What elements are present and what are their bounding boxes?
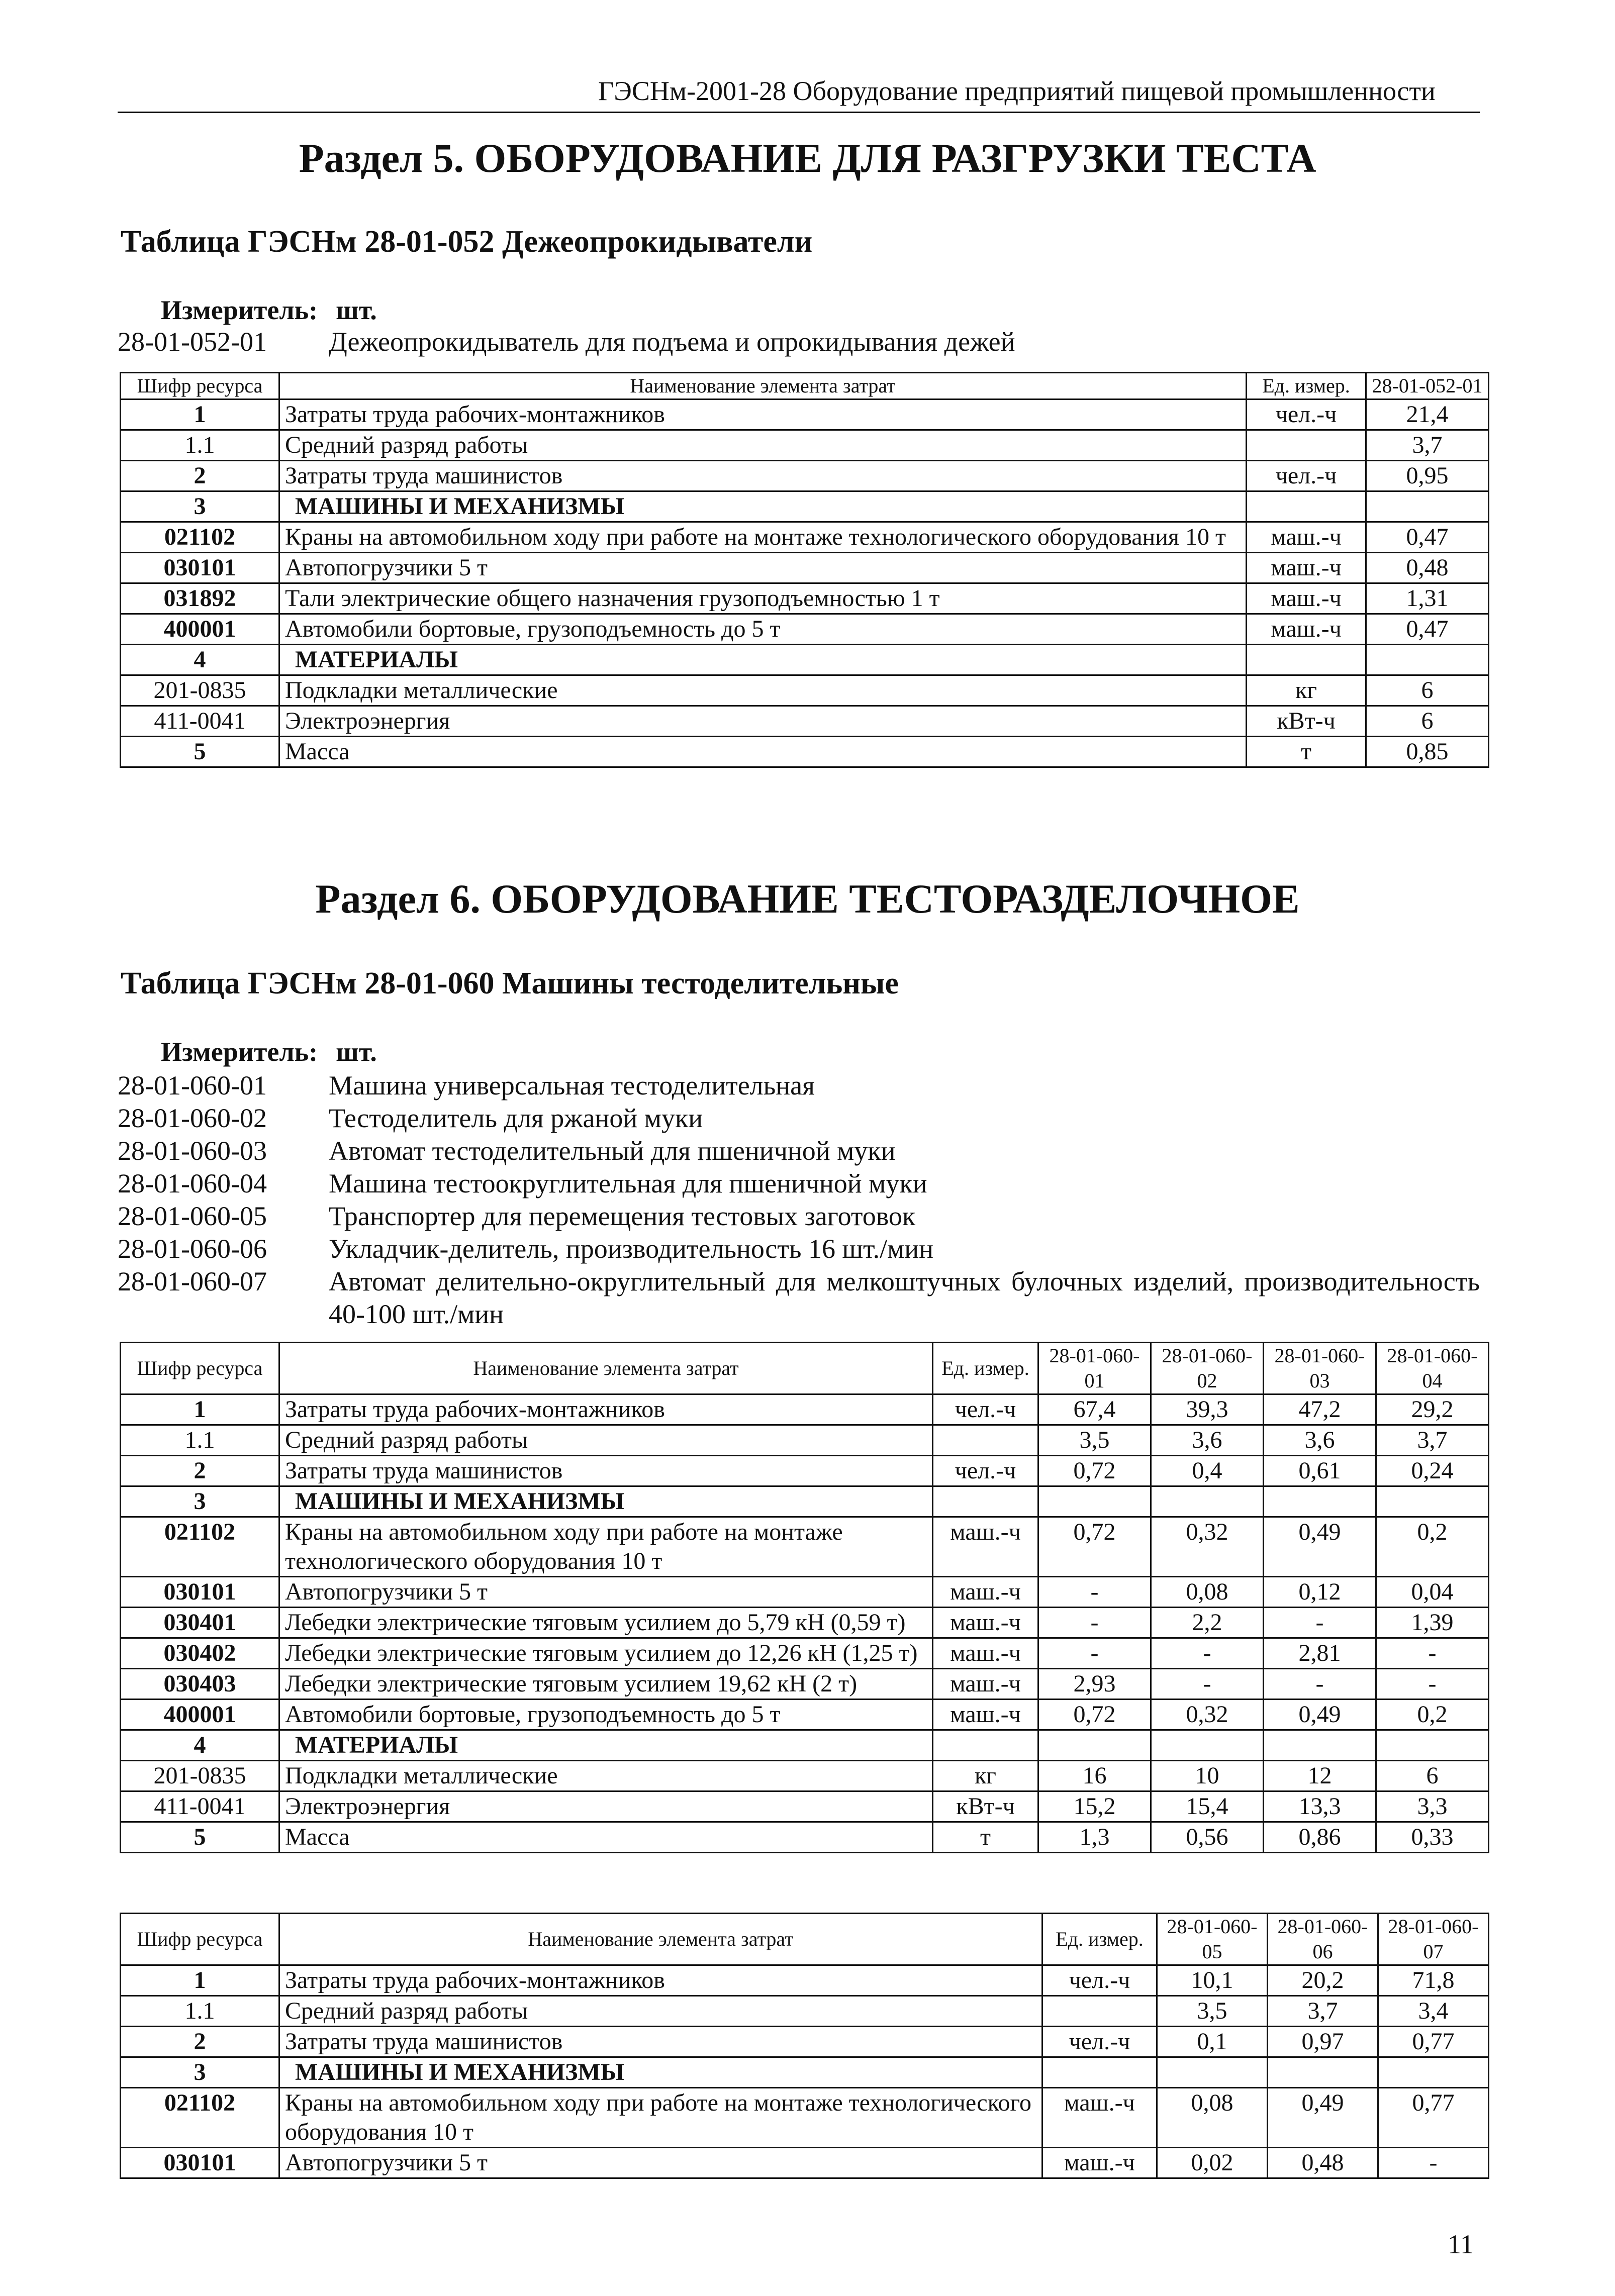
cell-code: 5 bbox=[121, 737, 279, 767]
meter-unit: шт. bbox=[336, 1037, 377, 1067]
cell-value: 0,95 bbox=[1366, 461, 1489, 491]
table-row bbox=[121, 675, 1489, 706]
header-row bbox=[121, 1343, 1489, 1394]
cell-unit: маш.-ч bbox=[933, 1577, 1038, 1608]
table-row bbox=[121, 737, 1489, 767]
cell-value bbox=[1376, 1486, 1489, 1517]
code-item bbox=[118, 326, 1480, 358]
cell-value: 0,77 bbox=[1378, 2088, 1489, 2148]
cell-code: 400001 bbox=[121, 614, 279, 645]
cell-value: 0,61 bbox=[1264, 1456, 1376, 1486]
code-item bbox=[118, 1069, 1480, 1102]
cell-name: Затраты труда машинистов bbox=[279, 2027, 1042, 2057]
table-row bbox=[121, 1608, 1489, 1638]
cell-name: Средний разряд работы bbox=[279, 430, 1247, 461]
cell-value: 0,97 bbox=[1268, 2027, 1378, 2057]
cell-name: МАШИНЫ И МЕХАНИЗМЫ bbox=[279, 491, 1247, 522]
cell-value: 20,2 bbox=[1268, 1965, 1378, 1996]
header-code: Шифр ресурса bbox=[121, 1343, 279, 1394]
cell-code: 5 bbox=[121, 1822, 279, 1853]
cell-name: Затраты труда машинистов bbox=[279, 1456, 933, 1486]
table-row bbox=[121, 1996, 1489, 2027]
cell-unit bbox=[933, 1486, 1038, 1517]
cell-code: 030101 bbox=[121, 553, 279, 583]
code-description: Транспортер для перемещения тестовых заготовок bbox=[329, 1201, 916, 1231]
cell-value: 0,08 bbox=[1151, 1577, 1264, 1608]
cell-value: - bbox=[1151, 1669, 1264, 1700]
cell-code: 1.1 bbox=[121, 1996, 279, 2027]
cell-name: Лебедки электрические тяговым усилием до 5,79 кН (0,59 т) bbox=[279, 1608, 933, 1638]
cell-code: 3 bbox=[121, 1486, 279, 1517]
cell-value: 2,93 bbox=[1038, 1669, 1151, 1700]
cell-value: 3,7 bbox=[1366, 430, 1489, 461]
table-row bbox=[121, 2148, 1489, 2178]
header-unit: Ед. измер. bbox=[933, 1343, 1038, 1394]
header-code-column: 28-01-052-01 bbox=[1366, 373, 1489, 400]
cell-unit: маш.-ч bbox=[1247, 614, 1366, 645]
cell-code: 030402 bbox=[121, 1638, 279, 1669]
header-row bbox=[121, 1914, 1489, 1965]
table-row bbox=[121, 1700, 1489, 1730]
table-row bbox=[121, 1577, 1489, 1608]
table-row bbox=[121, 1425, 1489, 1456]
cell-unit bbox=[933, 1425, 1038, 1456]
cell-unit: маш.-ч bbox=[933, 1669, 1038, 1700]
cell-name: Затраты труда машинистов bbox=[279, 461, 1247, 491]
header-code-column: 28-01-060-01 bbox=[1038, 1343, 1151, 1394]
cell-value bbox=[1378, 2057, 1489, 2088]
table-row bbox=[121, 491, 1489, 522]
cell-value: 0,72 bbox=[1038, 1517, 1151, 1577]
code-description: Укладчик-делитель, производительность 16 шт./мин bbox=[329, 1234, 934, 1264]
cell-code: 030401 bbox=[121, 1608, 279, 1638]
running-header: ГЭСНм-2001-28 Оборудование предприятий пищевой промышленности bbox=[598, 76, 1436, 106]
cell-value: 3,5 bbox=[1038, 1425, 1151, 1456]
cell-code: 3 bbox=[121, 2057, 279, 2088]
cell-name: Автопогрузчики 5 т bbox=[279, 1577, 933, 1608]
cell-name: Электроэнергия bbox=[279, 1791, 933, 1822]
meter-label: Измеритель: bbox=[161, 1037, 318, 1067]
cell-value: 0,2 bbox=[1376, 1517, 1489, 1577]
cell-value: 6 bbox=[1366, 675, 1489, 706]
code-number: 28-01-060-06 bbox=[118, 1234, 267, 1264]
cell-unit bbox=[1042, 2057, 1157, 2088]
cell-value: 39,3 bbox=[1151, 1394, 1264, 1425]
cell-unit: т bbox=[933, 1822, 1038, 1853]
table-060-part-1 bbox=[120, 1342, 1489, 1853]
cell-unit: маш.-ч bbox=[933, 1700, 1038, 1730]
cell-value: 12 bbox=[1264, 1761, 1376, 1791]
section-6-title: Раздел 6. ОБОРУДОВАНИЕ ТЕСТОРАЗДЕЛОЧНОЕ bbox=[315, 876, 1300, 922]
cell-value: 29,2 bbox=[1376, 1394, 1489, 1425]
cell-value: 0,02 bbox=[1157, 2148, 1268, 2178]
header-unit: Ед. измер. bbox=[1247, 373, 1366, 400]
cell-value bbox=[1038, 1486, 1151, 1517]
cell-value bbox=[1264, 1486, 1376, 1517]
cell-value: 3,6 bbox=[1264, 1425, 1376, 1456]
header-code-column: 28-01-060-06 bbox=[1268, 1914, 1378, 1965]
table-060-part-2 bbox=[120, 1913, 1489, 2179]
cell-name: Средний разряд работы bbox=[279, 1996, 1042, 2027]
cell-code: 021102 bbox=[121, 1517, 279, 1577]
cell-code: 031892 bbox=[121, 583, 279, 614]
header-code: Шифр ресурса bbox=[121, 1914, 279, 1965]
cell-unit: кВт-ч bbox=[933, 1791, 1038, 1822]
meter-label: Измеритель: bbox=[161, 295, 318, 325]
cell-unit bbox=[1247, 491, 1366, 522]
code-number: 28-01-060-01 bbox=[118, 1070, 267, 1101]
cell-value: - bbox=[1038, 1608, 1151, 1638]
cell-value: 3,7 bbox=[1268, 1996, 1378, 2027]
cell-name: Масса bbox=[279, 1822, 933, 1853]
cell-value: 0,08 bbox=[1157, 2088, 1268, 2148]
table-row bbox=[121, 1965, 1489, 1996]
code-number: 28-01-052-01 bbox=[118, 327, 267, 357]
cell-value bbox=[1366, 491, 1489, 522]
cell-value: 2,81 bbox=[1264, 1638, 1376, 1669]
code-list-052 bbox=[118, 326, 1480, 358]
table-row bbox=[121, 1486, 1489, 1517]
table-row bbox=[121, 2027, 1489, 2057]
cell-unit: чел.-ч bbox=[933, 1456, 1038, 1486]
table-row bbox=[121, 583, 1489, 614]
cell-name: Затраты труда рабочих-монтажников bbox=[279, 1394, 933, 1425]
cell-value: 0,85 bbox=[1366, 737, 1489, 767]
cell-code: 1 bbox=[121, 400, 279, 430]
cell-code: 030101 bbox=[121, 2148, 279, 2178]
cell-value: 0,04 bbox=[1376, 1577, 1489, 1608]
cell-value: - bbox=[1264, 1608, 1376, 1638]
cell-unit: маш.-ч bbox=[1247, 522, 1366, 553]
header-name: Наименование элемента затрат bbox=[279, 373, 1247, 400]
code-item bbox=[118, 1233, 1480, 1265]
cell-value: 0,24 bbox=[1376, 1456, 1489, 1486]
cell-name: Краны на автомобильном ходу при работе на монтаже технологического оборудования 10 т bbox=[279, 2088, 1042, 2148]
cell-value: 47,2 bbox=[1264, 1394, 1376, 1425]
cell-unit: т bbox=[1247, 737, 1366, 767]
cell-unit: маш.-ч bbox=[1042, 2088, 1157, 2148]
cell-value: 15,2 bbox=[1038, 1791, 1151, 1822]
code-number: 28-01-060-05 bbox=[118, 1201, 267, 1231]
code-description: Автомат тестоделительный для пшеничной муки bbox=[329, 1136, 896, 1166]
cell-value: 0,49 bbox=[1268, 2088, 1378, 2148]
section-5-title: Раздел 5. ОБОРУДОВАНИЕ ДЛЯ РАЗГРУЗКИ ТЕСТА bbox=[299, 135, 1316, 181]
cell-name: МАШИНЫ И МЕХАНИЗМЫ bbox=[279, 2057, 1042, 2088]
code-item bbox=[118, 1200, 1480, 1233]
code-item bbox=[118, 1135, 1480, 1167]
cell-unit: чел.-ч bbox=[1247, 461, 1366, 491]
cell-code: 1 bbox=[121, 1965, 279, 1996]
code-description: Машина тестоокруглительная для пшеничной муки bbox=[329, 1168, 927, 1199]
meter-052 bbox=[161, 294, 377, 326]
cell-code: 411-0041 bbox=[121, 1791, 279, 1822]
table-052-title: Таблица ГЭСНм 28-01-052 Дежеопрокидыватели bbox=[121, 225, 813, 259]
cell-value: 6 bbox=[1366, 706, 1489, 737]
cell-value: 0,32 bbox=[1151, 1700, 1264, 1730]
cell-unit: маш.-ч bbox=[933, 1608, 1038, 1638]
table-row bbox=[121, 553, 1489, 583]
table-row bbox=[121, 1730, 1489, 1761]
table-row bbox=[121, 1517, 1489, 1577]
cell-code: 4 bbox=[121, 645, 279, 675]
cell-value: 0,32 bbox=[1151, 1517, 1264, 1577]
cell-unit: чел.-ч bbox=[1247, 400, 1366, 430]
cell-value: - bbox=[1264, 1669, 1376, 1700]
header-code-column: 28-01-060-03 bbox=[1264, 1343, 1376, 1394]
cell-unit: кг bbox=[1247, 675, 1366, 706]
table-row bbox=[121, 2088, 1489, 2148]
header-row bbox=[121, 373, 1489, 400]
cell-value: 3,6 bbox=[1151, 1425, 1264, 1456]
table-row bbox=[121, 645, 1489, 675]
table-row bbox=[121, 1456, 1489, 1486]
table-row bbox=[121, 614, 1489, 645]
cell-unit: маш.-ч bbox=[1042, 2148, 1157, 2178]
code-item bbox=[118, 1265, 1480, 1331]
cell-name: Масса bbox=[279, 737, 1247, 767]
cell-unit: чел.-ч bbox=[1042, 1965, 1157, 1996]
cell-name: Автомобили бортовые, грузоподъемность до 5 т bbox=[279, 614, 1247, 645]
cell-code: 2 bbox=[121, 1456, 279, 1486]
cell-value: 10 bbox=[1151, 1761, 1264, 1791]
cell-value: 16 bbox=[1038, 1761, 1151, 1791]
cell-value: 3,4 bbox=[1378, 1996, 1489, 2027]
cell-value: 13,3 bbox=[1264, 1791, 1376, 1822]
cell-name: Автомобили бортовые, грузоподъемность до 5 т bbox=[279, 1700, 933, 1730]
code-number: 28-01-060-04 bbox=[118, 1168, 267, 1199]
cell-name: Краны на автомобильном ходу при работе на монтаже технологического оборудования 10 т bbox=[279, 1517, 933, 1577]
cell-value: 0,48 bbox=[1366, 553, 1489, 583]
meter-unit: шт. bbox=[336, 295, 377, 325]
code-list-060 bbox=[118, 1069, 1480, 1331]
cell-name: Затраты труда рабочих-монтажников bbox=[279, 1965, 1042, 1996]
cell-code: 400001 bbox=[121, 1700, 279, 1730]
table-052 bbox=[120, 372, 1489, 768]
table-060-title: Таблица ГЭСНм 28-01-060 Машины тестоделительные bbox=[121, 966, 899, 1001]
cell-code: 021102 bbox=[121, 2088, 279, 2148]
cell-value: - bbox=[1038, 1638, 1151, 1669]
cell-code: 2 bbox=[121, 461, 279, 491]
cell-unit: маш.-ч bbox=[933, 1638, 1038, 1669]
table-row bbox=[121, 706, 1489, 737]
header-code-column: 28-01-060-07 bbox=[1378, 1914, 1489, 1965]
table-row bbox=[121, 1822, 1489, 1853]
cell-code: 021102 bbox=[121, 522, 279, 553]
cell-unit: чел.-ч bbox=[1042, 2027, 1157, 2057]
cell-unit bbox=[1042, 1996, 1157, 2027]
cell-value: 0,48 bbox=[1268, 2148, 1378, 2178]
cell-value: 0,12 bbox=[1264, 1577, 1376, 1608]
cell-name: Автопогрузчики 5 т bbox=[279, 553, 1247, 583]
cell-value: 0,77 bbox=[1378, 2027, 1489, 2057]
cell-value: 0,2 bbox=[1376, 1700, 1489, 1730]
cell-value: 1,39 bbox=[1376, 1608, 1489, 1638]
cell-value: 0,56 bbox=[1151, 1822, 1264, 1853]
cell-name: МАШИНЫ И МЕХАНИЗМЫ bbox=[279, 1486, 933, 1517]
cell-unit: маш.-ч bbox=[1247, 583, 1366, 614]
code-item bbox=[118, 1102, 1480, 1135]
table-row bbox=[121, 461, 1489, 491]
cell-name: МАТЕРИАЛЫ bbox=[279, 1730, 933, 1761]
cell-name: Лебедки электрические тяговым усилием до 12,26 кН (1,25 т) bbox=[279, 1638, 933, 1669]
code-description: Дежеопрокидыватель для подъема и опрокидывания дежей bbox=[329, 327, 1015, 357]
cell-value: 3,7 bbox=[1376, 1425, 1489, 1456]
cell-value: 0,47 bbox=[1366, 614, 1489, 645]
cell-unit bbox=[1247, 430, 1366, 461]
cell-name: Затраты труда рабочих-монтажников bbox=[279, 400, 1247, 430]
cell-value: - bbox=[1038, 1577, 1151, 1608]
header-name: Наименование элемента затрат bbox=[279, 1914, 1042, 1965]
cell-value bbox=[1151, 1730, 1264, 1761]
code-item bbox=[118, 1167, 1480, 1200]
code-description: Машина универсальная тестоделительная bbox=[329, 1070, 815, 1101]
header-code-column: 28-01-060-05 bbox=[1157, 1914, 1268, 1965]
cell-name: Тали электрические общего назначения грузоподъемностью 1 т bbox=[279, 583, 1247, 614]
cell-value: 3,5 bbox=[1157, 1996, 1268, 2027]
cell-unit: кВт-ч bbox=[1247, 706, 1366, 737]
table-row bbox=[121, 1791, 1489, 1822]
cell-value bbox=[1366, 645, 1489, 675]
header-code-column: 28-01-060-04 bbox=[1376, 1343, 1489, 1394]
code-number: 28-01-060-03 bbox=[118, 1136, 267, 1166]
table-row bbox=[121, 430, 1489, 461]
cell-value: 67,4 bbox=[1038, 1394, 1151, 1425]
code-number: 28-01-060-02 bbox=[118, 1103, 267, 1133]
cell-unit: чел.-ч bbox=[933, 1394, 1038, 1425]
cell-value: 6 bbox=[1376, 1761, 1489, 1791]
cell-unit: кг bbox=[933, 1761, 1038, 1791]
table-row bbox=[121, 2057, 1489, 2088]
cell-value: 10,1 bbox=[1157, 1965, 1268, 1996]
cell-name: Подкладки металлические bbox=[279, 1761, 933, 1791]
cell-value: 0,49 bbox=[1264, 1517, 1376, 1577]
cell-value bbox=[1264, 1730, 1376, 1761]
cell-value: 0,1 bbox=[1157, 2027, 1268, 2057]
header-unit: Ед. измер. bbox=[1042, 1914, 1157, 1965]
table-row bbox=[121, 1669, 1489, 1700]
cell-value: 15,4 bbox=[1151, 1791, 1264, 1822]
cell-code: 1 bbox=[121, 1394, 279, 1425]
table-row bbox=[121, 522, 1489, 553]
cell-name: Автопогрузчики 5 т bbox=[279, 2148, 1042, 2178]
cell-value: 2,2 bbox=[1151, 1608, 1264, 1638]
cell-code: 4 bbox=[121, 1730, 279, 1761]
cell-value: 21,4 bbox=[1366, 400, 1489, 430]
cell-value: - bbox=[1151, 1638, 1264, 1669]
code-description: Автомат делительно-округлительный для мелкоштучных булочных изделий, производительность 40-100 шт./мин bbox=[329, 1266, 1480, 1329]
cell-unit: маш.-ч bbox=[1247, 553, 1366, 583]
cell-name: Средний разряд работы bbox=[279, 1425, 933, 1456]
cell-value: 1,3 bbox=[1038, 1822, 1151, 1853]
code-description: Тестоделитель для ржаной муки bbox=[329, 1103, 703, 1133]
cell-name: Электроэнергия bbox=[279, 706, 1247, 737]
cell-value: 0,49 bbox=[1264, 1700, 1376, 1730]
cell-value: 0,33 bbox=[1376, 1822, 1489, 1853]
header-code-column: 28-01-060-02 bbox=[1151, 1343, 1264, 1394]
table-row bbox=[121, 400, 1489, 430]
cell-code: 201-0835 bbox=[121, 1761, 279, 1791]
cell-value bbox=[1151, 1486, 1264, 1517]
header-name: Наименование элемента затрат bbox=[279, 1343, 933, 1394]
cell-name: МАТЕРИАЛЫ bbox=[279, 645, 1247, 675]
cell-code: 030101 bbox=[121, 1577, 279, 1608]
cell-code: 2 bbox=[121, 2027, 279, 2057]
cell-value: 0,4 bbox=[1151, 1456, 1264, 1486]
cell-value: 0,47 bbox=[1366, 522, 1489, 553]
cell-name: Подкладки металлические bbox=[279, 675, 1247, 706]
cell-code: 1.1 bbox=[121, 430, 279, 461]
cell-value: - bbox=[1378, 2148, 1489, 2178]
page-number: 11 bbox=[1448, 2229, 1474, 2259]
cell-unit: маш.-ч bbox=[933, 1517, 1038, 1577]
cell-value: 0,72 bbox=[1038, 1700, 1151, 1730]
cell-code: 030403 bbox=[121, 1669, 279, 1700]
cell-value: - bbox=[1376, 1638, 1489, 1669]
cell-value bbox=[1157, 2057, 1268, 2088]
meter-060 bbox=[161, 1036, 377, 1067]
cell-value: 1,31 bbox=[1366, 583, 1489, 614]
cell-value bbox=[1038, 1730, 1151, 1761]
table-row bbox=[121, 1394, 1489, 1425]
cell-code: 411-0041 bbox=[121, 706, 279, 737]
cell-value: 3,3 bbox=[1376, 1791, 1489, 1822]
cell-value: - bbox=[1376, 1669, 1489, 1700]
cell-code: 1.1 bbox=[121, 1425, 279, 1456]
cell-unit bbox=[1247, 645, 1366, 675]
header-code: Шифр ресурса bbox=[121, 373, 279, 400]
cell-code: 3 bbox=[121, 491, 279, 522]
cell-name: Лебедки электрические тяговым усилием 19,62 кН (2 т) bbox=[279, 1669, 933, 1700]
table-row bbox=[121, 1638, 1489, 1669]
table-row bbox=[121, 1761, 1489, 1791]
code-number: 28-01-060-07 bbox=[118, 1266, 267, 1296]
cell-value: 71,8 bbox=[1378, 1965, 1489, 1996]
cell-value: 0,86 bbox=[1264, 1822, 1376, 1853]
cell-name: Краны на автомобильном ходу при работе на монтаже технологического оборудования 10 т bbox=[279, 522, 1247, 553]
cell-code: 201-0835 bbox=[121, 675, 279, 706]
cell-unit bbox=[933, 1730, 1038, 1761]
cell-value bbox=[1268, 2057, 1378, 2088]
cell-value: 0,72 bbox=[1038, 1456, 1151, 1486]
cell-value bbox=[1376, 1730, 1489, 1761]
header-rule bbox=[118, 112, 1480, 113]
